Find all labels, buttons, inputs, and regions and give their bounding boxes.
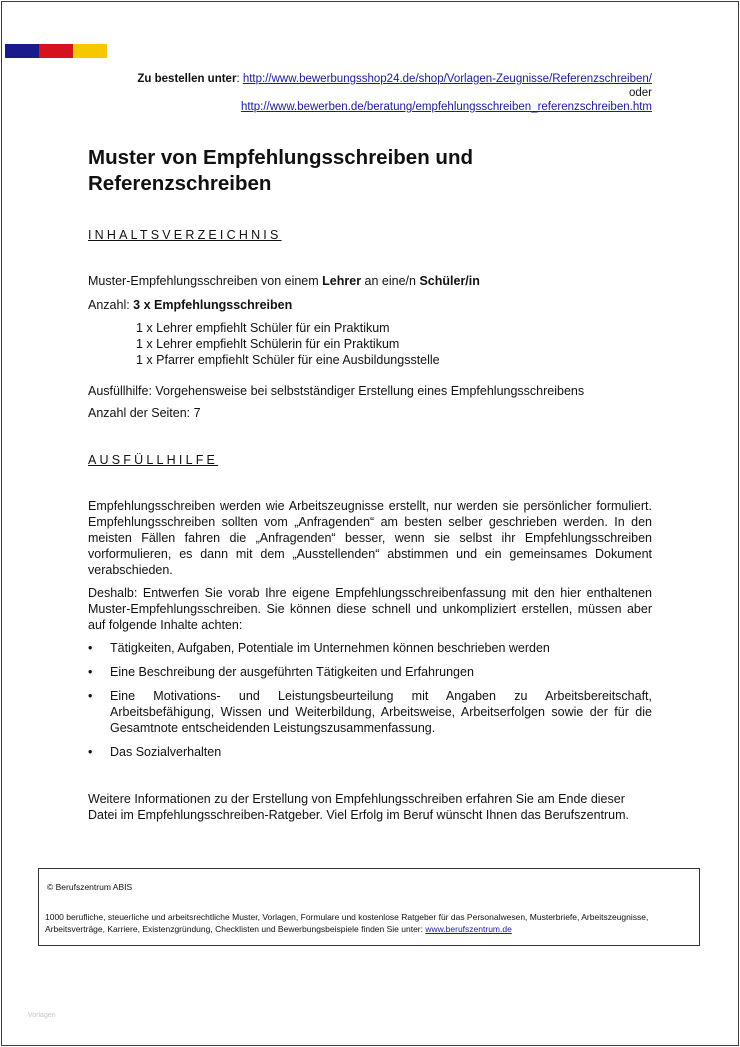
toc-heading: INHALTSVERZEICHNIS <box>88 228 282 242</box>
toc-item: 1 x Lehrer empfiehlt Schülerin für ein Praktikum <box>136 337 400 351</box>
order-or: oder <box>628 87 652 99</box>
toc-item: 1 x Pfarrer empfiehlt Schüler für eine Ausbildungsstelle <box>136 353 440 367</box>
toc-help-line: Ausfüllhilfe: Vorgehensweise bei selbstständiger Erstellung eines Empfehlungsschreibens <box>88 384 585 398</box>
order-colon: : <box>236 73 240 85</box>
list-item: • Eine Beschreibung der ausgeführten Tätigkeiten und Erfahrungen <box>88 665 474 679</box>
list-item: • Eine Motivations- und Leistungsbeurteilung mit Angaben zu Arbeitsbereitschaft, Arbeitsbefähigung, Wissen und Weiterbildung, Arbeitsweise, Arbeitserfolgen sowie der für die Gesamtnote entscheidenden Leistungszusammenfassung. <box>88 689 652 735</box>
help-bullet-list <box>88 640 652 768</box>
bullet-icon: • <box>88 745 93 759</box>
help-paragraph-1: Empfehlungsschreiben werden wie Arbeitszeugnisse erstellt, nur werden sie persönlicher formuliert. Empfehlungsschreiben sollten vom „Anfragenden“ am besten selber geschrieben werden. In den meisten Fällen fahren die „Anfragenden“ besser, wenn sie selbst ihr Empfehlungsschreiben vorformulieren, es dann mit dem „Ausstellenden“ abstimmen und ein gemeinsames Dokument verabschieden. <box>88 499 652 577</box>
bullet-icon: • <box>88 665 93 679</box>
page-title: Muster von Empfehlungsschreiben und Referenzschreiben <box>88 146 473 195</box>
list-item: • Das Sozialverhalten <box>88 745 222 759</box>
toc-pages: Anzahl der Seiten: 7 <box>88 406 201 420</box>
brand-color-bar <box>5 44 107 58</box>
order-label: Zu bestellen unter <box>137 73 237 85</box>
help-heading: AUSFÜLLHILFE <box>88 453 219 467</box>
color-bar-blue <box>5 44 39 58</box>
footer-copyright: © Berufszentrum ABIS <box>47 882 133 892</box>
list-item: • Tätigkeiten, Aufgaben, Potentiale im Unternehmen können beschrieben werden <box>88 641 550 655</box>
toc-count: Anzahl: 3 x Empfehlungsschreiben <box>88 298 293 312</box>
watermark: Vorlagen <box>28 1012 56 1019</box>
color-bar-red <box>39 44 73 58</box>
toc-item: 1 x Lehrer empfiehlt Schüler für ein Praktikum <box>136 321 390 335</box>
beratung-link[interactable]: http://www.bewerben.de/beratung/empfehlungsschreiben_referenzschreiben.htm <box>240 101 652 113</box>
order-links <box>137 72 652 114</box>
berufszentrum-link[interactable]: www.berufszentrum.de <box>425 924 512 934</box>
closing-paragraph: Weitere Informationen zu der Erstellung von Empfehlungsschreiben erfahren Sie am Ende dieser Datei im Empfehlungsschreiben-Ratgeber. Viel Erfolg im Beruf wünscht Ihnen das Berufszentrum. <box>88 792 630 822</box>
shop-link[interactable]: http://www.bewerbungsshop24.de/shop/Vorlagen-Zeugnisse/Referenzschreiben/ <box>242 73 652 85</box>
footer-description: 1000 berufliche, steuerliche und arbeitsrechtliche Muster, Vorlagen, Formulare und kostenlose Ratgeber für das Personalwesen, Musterbriefe, Arbeitszeugnisse, Arbeitsverträge, Karriere, Existenzgründung, Checklisten und Bewerbungsbeispiele finden Sie unter: www.berufszentrum.de <box>45 912 649 934</box>
bullet-icon: • <box>88 641 93 655</box>
bullet-icon: • <box>88 689 93 703</box>
footer-box <box>38 868 700 946</box>
help-paragraph-2: Deshalb: Entwerfen Sie vorab Ihre eigene Empfehlungsschreibenfassung mit den hier enthaltenen Muster-Empfehlungsschreiben. Sie können diese schnell und unkompliziert erstellen, müssen aber auf folgende Inhalte achten: <box>88 586 652 632</box>
toc-intro: Muster-Empfehlungsschreiben von einem Lehrer an eine/n Schüler/in <box>88 274 480 288</box>
color-bar-yellow <box>73 44 107 58</box>
toc-list <box>136 320 440 368</box>
